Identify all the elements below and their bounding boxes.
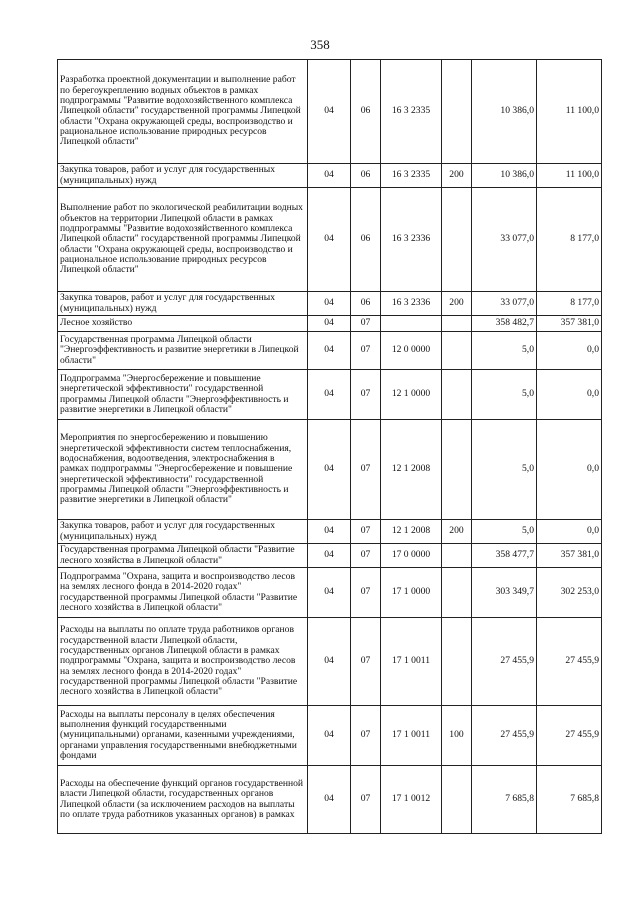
section-code: 04 bbox=[308, 292, 351, 316]
amount-year-1: 5,0 bbox=[472, 332, 537, 370]
expense-type-code bbox=[442, 188, 472, 292]
expense-type-code bbox=[442, 420, 472, 520]
section-code: 04 bbox=[308, 370, 351, 420]
amount-year-2: 27 455,9 bbox=[537, 618, 602, 706]
amount-year-2: 8 177,0 bbox=[537, 292, 602, 316]
subsection-code: 07 bbox=[351, 420, 381, 520]
section-code: 04 bbox=[308, 316, 351, 332]
expense-type-code bbox=[442, 316, 472, 332]
table-row bbox=[58, 188, 602, 292]
target-article-code: 16 3 2335 bbox=[381, 164, 442, 188]
target-article-code: 16 3 2336 bbox=[381, 188, 442, 292]
expense-type-code bbox=[442, 544, 472, 568]
subsection-code: 07 bbox=[351, 332, 381, 370]
subsection-code: 06 bbox=[351, 60, 381, 164]
table-row bbox=[58, 766, 602, 834]
amount-year-2: 0,0 bbox=[537, 520, 602, 544]
expense-type-code: 100 bbox=[442, 706, 472, 766]
amount-year-2: 357 381,0 bbox=[537, 316, 602, 332]
section-code: 04 bbox=[308, 420, 351, 520]
target-article-code: 17 1 0011 bbox=[381, 618, 442, 706]
table-row bbox=[58, 618, 602, 706]
subsection-code: 07 bbox=[351, 520, 381, 544]
section-code: 04 bbox=[308, 766, 351, 834]
expense-type-code bbox=[442, 618, 472, 706]
item-name: Расходы на обеспечение функций органов государственной власти Липецкой области, государственных органов Липецкой области (за исключением расходов на выплаты по оплате труда работников указанных органов) в рамках bbox=[58, 766, 308, 834]
amount-year-2: 0,0 bbox=[537, 420, 602, 520]
expense-type-code bbox=[442, 766, 472, 834]
subsection-code: 07 bbox=[351, 766, 381, 834]
item-name: Расходы на выплаты персоналу в целях обеспечения выполнения функций государственными (муниципальными) органами, казенными учреждениями, органами управления государственными внебюджетными фондами bbox=[58, 706, 308, 766]
expense-type-code: 200 bbox=[442, 292, 472, 316]
amount-year-1: 33 077,0 bbox=[472, 188, 537, 292]
table-row bbox=[58, 164, 602, 188]
amount-year-1: 27 455,9 bbox=[472, 706, 537, 766]
subsection-code: 07 bbox=[351, 370, 381, 420]
subsection-code: 07 bbox=[351, 706, 381, 766]
subsection-code: 07 bbox=[351, 544, 381, 568]
subsection-code: 07 bbox=[351, 568, 381, 618]
section-code: 04 bbox=[308, 188, 351, 292]
amount-year-1: 10 386,0 bbox=[472, 164, 537, 188]
table-row bbox=[58, 706, 602, 766]
subsection-code: 07 bbox=[351, 316, 381, 332]
expense-type-code: 200 bbox=[442, 164, 472, 188]
section-code: 04 bbox=[308, 544, 351, 568]
expense-type-code: 200 bbox=[442, 520, 472, 544]
amount-year-2: 302 253,0 bbox=[537, 568, 602, 618]
subsection-code: 06 bbox=[351, 188, 381, 292]
target-article-code: 12 1 2008 bbox=[381, 420, 442, 520]
table-row bbox=[58, 332, 602, 370]
section-code: 04 bbox=[308, 706, 351, 766]
table-row bbox=[58, 60, 602, 164]
section-code: 04 bbox=[308, 60, 351, 164]
table-row bbox=[58, 544, 602, 568]
item-name: Подпрограмма "Энергосбережение и повышение энергетической эффективности" государственной программы Липецкой области "Энергоэффективность и развитие энергетики в Липецкой области" bbox=[58, 370, 308, 420]
amount-year-2: 11 100,0 bbox=[537, 60, 602, 164]
amount-year-2: 27 455,9 bbox=[537, 706, 602, 766]
item-name: Закупка товаров, работ и услуг для государственных (муниципальных) нужд bbox=[58, 520, 308, 544]
subsection-code: 06 bbox=[351, 164, 381, 188]
item-name: Подпрограмма "Охрана, защита и воспроизводство лесов на землях лесного фонда в 2014-2020 годах" государственной программы Липецкой области "Развитие лесного хозяйства в Липецкой области" bbox=[58, 568, 308, 618]
page-number: 358 bbox=[310, 37, 330, 52]
target-article-code: 12 1 0000 bbox=[381, 370, 442, 420]
target-article-code bbox=[381, 316, 442, 332]
table-row bbox=[58, 520, 602, 544]
subsection-code: 06 bbox=[351, 292, 381, 316]
section-code: 04 bbox=[308, 332, 351, 370]
item-name: Государственная программа Липецкой области "Энергоэффективность и развитие энергетики в Липецкой области" bbox=[58, 332, 308, 370]
budget-table bbox=[57, 59, 602, 834]
amount-year-1: 33 077,0 bbox=[472, 292, 537, 316]
amount-year-1: 5,0 bbox=[472, 420, 537, 520]
expense-type-code bbox=[442, 60, 472, 164]
target-article-code: 17 0 0000 bbox=[381, 544, 442, 568]
target-article-code: 12 1 2008 bbox=[381, 520, 442, 544]
item-name: Закупка товаров, работ и услуг для государственных (муниципальных) нужд bbox=[58, 292, 308, 316]
amount-year-2: 357 381,0 bbox=[537, 544, 602, 568]
amount-year-1: 10 386,0 bbox=[472, 60, 537, 164]
amount-year-1: 358 477,7 bbox=[472, 544, 537, 568]
amount-year-1: 358 482,7 bbox=[472, 316, 537, 332]
expense-type-code bbox=[442, 568, 472, 618]
item-name: Государственная программа Липецкой области "Развитие лесного хозяйства в Липецкой области" bbox=[58, 544, 308, 568]
amount-year-1: 27 455,9 bbox=[472, 618, 537, 706]
amount-year-1: 7 685,8 bbox=[472, 766, 537, 834]
amount-year-1: 5,0 bbox=[472, 520, 537, 544]
amount-year-2: 8 177,0 bbox=[537, 188, 602, 292]
section-code: 04 bbox=[308, 164, 351, 188]
expense-type-code bbox=[442, 332, 472, 370]
table-row bbox=[58, 568, 602, 618]
table-body bbox=[58, 60, 602, 834]
target-article-code: 16 3 2335 bbox=[381, 60, 442, 164]
item-name: Закупка товаров, работ и услуг для государственных (муниципальных) нужд bbox=[58, 164, 308, 188]
amount-year-2: 11 100,0 bbox=[537, 164, 602, 188]
section-code: 04 bbox=[308, 618, 351, 706]
item-name: Разработка проектной документации и выполнение работ по берегоукреплению водных объектов в рамках подпрограммы "Развитие водохозяйственного комплекса Липецкой области" государственной программы Липецкой области "Охрана окружающей среды, воспроизводство и рациональное использование природных ресурсов Липецкой области" bbox=[58, 60, 308, 164]
target-article-code: 17 1 0012 bbox=[381, 766, 442, 834]
target-article-code: 17 1 0000 bbox=[381, 568, 442, 618]
item-name: Выполнение работ по экологической реабилитации водных объектов на территории Липецкой области в рамках подпрограммы "Развитие водохозяйственного комплекса Липецкой области" государственной программы Липецкой области "Охрана окружающей среды, воспроизводство и рациональное использование природных ресурсов Липецкой области" bbox=[58, 188, 308, 292]
table-row bbox=[58, 292, 602, 316]
target-article-code: 17 1 0011 bbox=[381, 706, 442, 766]
item-name: Мероприятия по энергосбережению и повышению энергетической эффективности систем теплоснабжения, водоснабжения, водоотведения, электроснабжения в рамках подпрограммы "Энергосбережение и повышение энергетической эффективности" государственной программы Липецкой области "Энергоэффективность и развитие энергетики в Липецкой области" bbox=[58, 420, 308, 520]
item-name: Расходы на выплаты по оплате труда работников органов государственной власти Липецкой области, государственных органов Липецкой области в рамках подпрограммы "Охрана, защита и воспроизводство лесов на землях лесного фонда в 2014-2020 годах" государственной программы Липецкой области "Развитие лесного хозяйства в Липецкой области" bbox=[58, 618, 308, 706]
section-code: 04 bbox=[308, 520, 351, 544]
table-row bbox=[58, 316, 602, 332]
table-row bbox=[58, 420, 602, 520]
section-code: 04 bbox=[308, 568, 351, 618]
target-article-code: 12 0 0000 bbox=[381, 332, 442, 370]
amount-year-1: 5,0 bbox=[472, 370, 537, 420]
amount-year-1: 303 349,7 bbox=[472, 568, 537, 618]
subsection-code: 07 bbox=[351, 618, 381, 706]
amount-year-2: 7 685,8 bbox=[537, 766, 602, 834]
table-row bbox=[58, 370, 602, 420]
expense-type-code bbox=[442, 370, 472, 420]
amount-year-2: 0,0 bbox=[537, 332, 602, 370]
item-name: Лесное хозяйство bbox=[58, 316, 308, 332]
amount-year-2: 0,0 bbox=[537, 370, 602, 420]
target-article-code: 16 3 2336 bbox=[381, 292, 442, 316]
